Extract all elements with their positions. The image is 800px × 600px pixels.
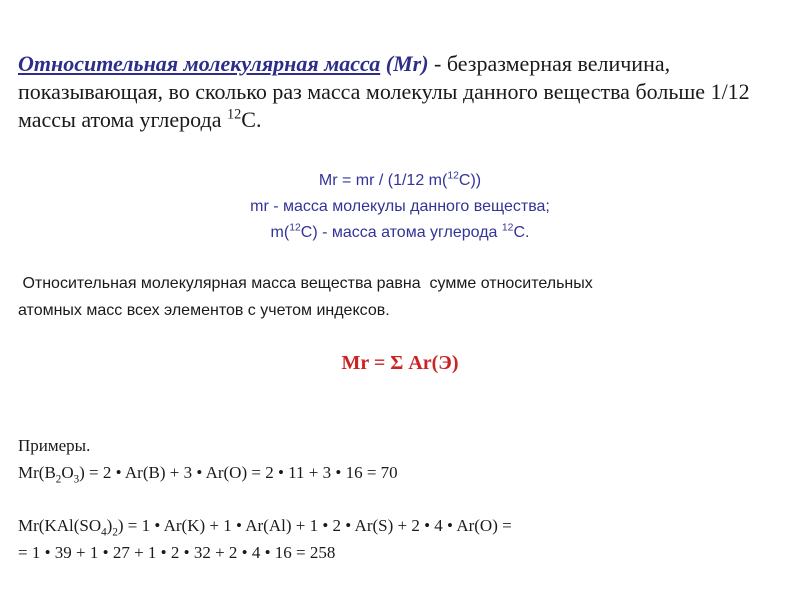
rule-line-2: атомных масс всех элементов с учетом индексов.: [18, 302, 390, 319]
example-part: ) = 1 • Ar(K) + 1 • Ar(Al) + 1 • 2 • Ar(S) + 2 • 4 • Ar(O) =: [117, 516, 512, 535]
formula-sup: 12: [447, 170, 459, 182]
spacer: [18, 486, 788, 512]
example-part: O: [61, 463, 74, 482]
definition-paragraph: [18, 50, 788, 134]
example-part: Mr(B: [18, 463, 56, 482]
example-1: [18, 459, 788, 486]
definition-text: - безразмерная величина, показывающая, во сколько раз масса молекулы данного вещества больше 1/12 массы атома углерода: [18, 51, 750, 132]
formula-sup: 12: [289, 222, 301, 234]
term-symbol: (Mr): [385, 51, 429, 76]
isotope-mass: 12: [226, 106, 242, 123]
example-2-result: = 1 • 39 + 1 • 27 + 1 • 2 • 32 + 2 • 4 • 16 = 258: [18, 543, 336, 562]
formula-block: [0, 168, 800, 246]
example-part: Mr(KAl(SO: [18, 516, 102, 535]
example-sub: 3: [73, 473, 80, 486]
examples-heading: Примеры.: [18, 436, 91, 455]
example-sub: 4: [101, 526, 107, 539]
formula-part: C) - масса атома углерода: [300, 224, 502, 241]
formula-part: Mr = mr / (1/12 m(: [318, 172, 448, 189]
example-2: [18, 512, 788, 539]
formula-explain-2: [0, 220, 800, 246]
formula-part: m(: [270, 224, 290, 241]
example-part: ) = 2 • Ar(B) + 3 • Ar(O) = 2 • 11 + 3 • 16 = 70: [79, 463, 398, 482]
formula-explain-1: mr - масса молекулы данного вещества;: [250, 198, 550, 215]
example-sub: 2: [112, 526, 118, 539]
example-part: ): [106, 516, 113, 535]
formula-line: [0, 168, 800, 194]
formula-part: C.: [513, 224, 530, 241]
formula-part: C)): [458, 172, 482, 189]
formula-sup: 12: [501, 222, 514, 234]
rule-paragraph: [18, 270, 788, 324]
example-sub: 2: [55, 473, 62, 486]
rule-line-1: Относительная молекулярная масса вещества равна сумме относительных: [18, 275, 593, 292]
isotope-symbol: C.: [241, 107, 262, 132]
main-formula: Mr = Σ Ar(Э): [341, 352, 459, 374]
examples-section: [18, 432, 788, 566]
term-title: Относительная молекулярная масса: [18, 51, 381, 76]
